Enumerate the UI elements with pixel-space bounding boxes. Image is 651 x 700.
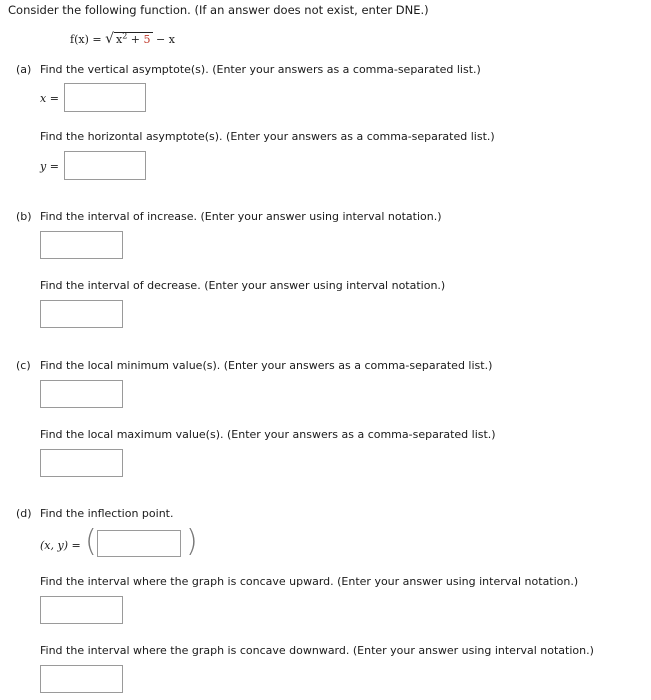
radical-sign-icon: √ [105, 31, 114, 47]
vertical-asymptote-label: x = [40, 92, 59, 105]
part-d-question-inflection: Find the inflection point. [40, 507, 174, 520]
horizontal-asymptote-input[interactable] [64, 151, 146, 180]
part-a-question-vertical: Find the vertical asymptote(s). (Enter your answers as a comma-separated list.) [40, 63, 481, 76]
part-c-tag: (c) [16, 359, 31, 372]
part-b-tag: (b) [16, 210, 32, 223]
part-b-question-decrease: Find the interval of decrease. (Enter your answer using interval notation.) [40, 279, 446, 292]
concave-up-input[interactable] [40, 596, 123, 624]
radicand-x: x [116, 33, 123, 46]
part-a-tag: (a) [16, 63, 32, 76]
local-maximum-input[interactable] [40, 449, 123, 477]
horizontal-asymptote-label: y = [40, 160, 59, 173]
part-d-question-concave-down: Find the interval where the graph is concave downward. (Enter your answer using interval notation.) [40, 644, 594, 657]
part-d-tag: (d) [16, 507, 32, 520]
square-root [105, 31, 152, 47]
radicand-constant: 5 [143, 33, 151, 46]
inflection-point-input[interactable] [97, 530, 181, 557]
function-rhs: − x [152, 33, 175, 46]
function-lhs: f(x) = [70, 33, 106, 46]
part-d-question-concave-up: Find the interval where the graph is concave upward. (Enter your answer using interval notation.) [40, 575, 579, 588]
function-definition [70, 31, 175, 47]
concave-down-input[interactable] [40, 665, 123, 693]
right-paren-icon: ) [186, 524, 198, 559]
part-c-question-minimum: Find the local minimum value(s). (Enter your answers as a comma-separated list.) [40, 359, 493, 372]
inflection-point-label: (x, y) = [40, 539, 81, 552]
part-b-question-increase: Find the interval of increase. (Enter your answer using interval notation.) [40, 210, 442, 223]
radicand [114, 32, 153, 46]
part-a-question-horizontal: Find the horizontal asymptote(s). (Enter your answers as a comma-separated list.) [40, 130, 495, 143]
radicand-plus: + [127, 33, 144, 46]
part-c-question-maximum: Find the local maximum value(s). (Enter your answers as a comma-separated list.) [40, 428, 496, 441]
left-paren-icon: ( [85, 524, 97, 559]
vertical-asymptote-input[interactable] [64, 83, 146, 112]
interval-increase-input[interactable] [40, 231, 123, 259]
local-minimum-input[interactable] [40, 380, 123, 408]
interval-decrease-input[interactable] [40, 300, 123, 328]
radicand-exponent: 2 [122, 31, 128, 41]
problem-intro: Consider the following function. (If an answer does not exist, enter DNE.) [8, 3, 429, 17]
